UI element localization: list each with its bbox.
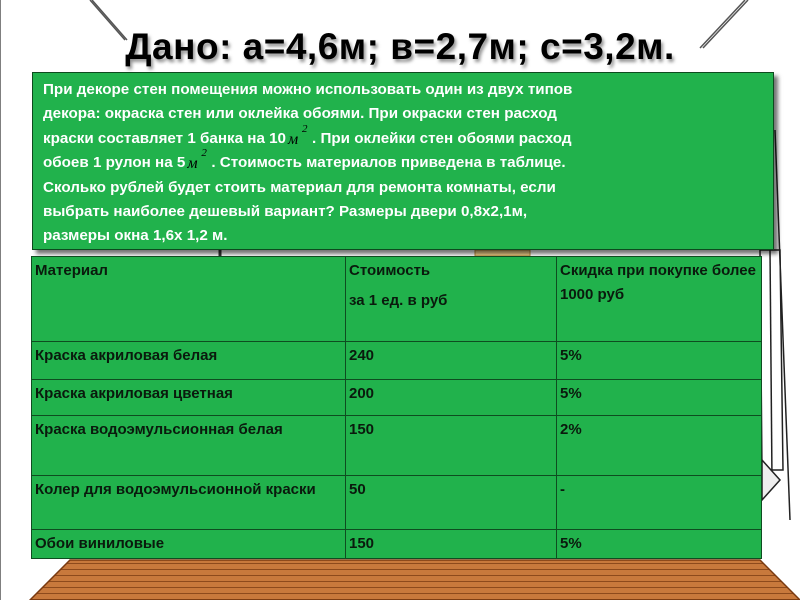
cell-discount: 5% — [557, 380, 762, 416]
cell-discount: 5% — [557, 342, 762, 380]
table-row — [32, 380, 762, 416]
table-header-row — [32, 257, 762, 342]
square-meter-unit: м 2 — [288, 122, 308, 148]
given-dimensions-title: Дано: а=4,6м; в=2,7м; с=3,2м. — [125, 26, 675, 67]
table-row — [32, 416, 762, 476]
cell-cost: 150 — [346, 416, 557, 476]
task-line-1: При декоре стен помещения можно использовать один из двух типов — [43, 81, 573, 98]
cell-cost: 200 — [346, 380, 557, 416]
task-line-2: декора: окраска стен или оклейка обоями. При окраски стен расход — [43, 105, 557, 123]
task-line-3: краски составляет 1 банка на 10 м 2 . При оклейки стен обоями расход — [43, 122, 572, 148]
cell-discount: - — [557, 476, 762, 530]
table-row — [32, 476, 762, 530]
header-material: Материал — [32, 257, 346, 342]
cell-material: Краска акриловая белая — [32, 342, 346, 380]
cell-cost: 240 — [346, 342, 557, 380]
cell-cost: 150 — [346, 530, 557, 559]
cell-material: Обои виниловые — [32, 530, 346, 559]
cell-discount: 2% — [557, 416, 762, 476]
cell-discount: 5% — [557, 530, 762, 559]
table-row — [32, 342, 762, 380]
materials-table — [31, 256, 762, 559]
task-text-panel — [32, 72, 774, 250]
cell-material: Колер для водоэмульсионной краски — [32, 476, 346, 530]
header-cost: Стоимость за 1 ед. в руб — [346, 257, 557, 342]
wooden-floor — [30, 560, 800, 600]
task-line-6: выбрать наиболее дешевый вариант? Размеры двери 0,8х2,1м, — [43, 203, 528, 221]
cell-material: Краска акриловая цветная — [32, 380, 346, 416]
header-discount: Скидка при покупке более 1000 руб — [557, 257, 762, 342]
square-meter-unit: м 2 — [187, 147, 207, 173]
task-line-5: Сколько рублей будет стоить материал для ремонта комнаты, если — [43, 178, 556, 196]
table-row — [32, 530, 762, 559]
task-line-4: обоев 1 рулон на 5 м 2 . Стоимость материалов приведена в таблице. — [43, 147, 566, 173]
task-line-7: размеры окна 1,6х 1,2 м. — [43, 227, 228, 245]
cell-material: Краска водоэмульсионная белая — [32, 416, 346, 476]
cell-cost: 50 — [346, 476, 557, 530]
